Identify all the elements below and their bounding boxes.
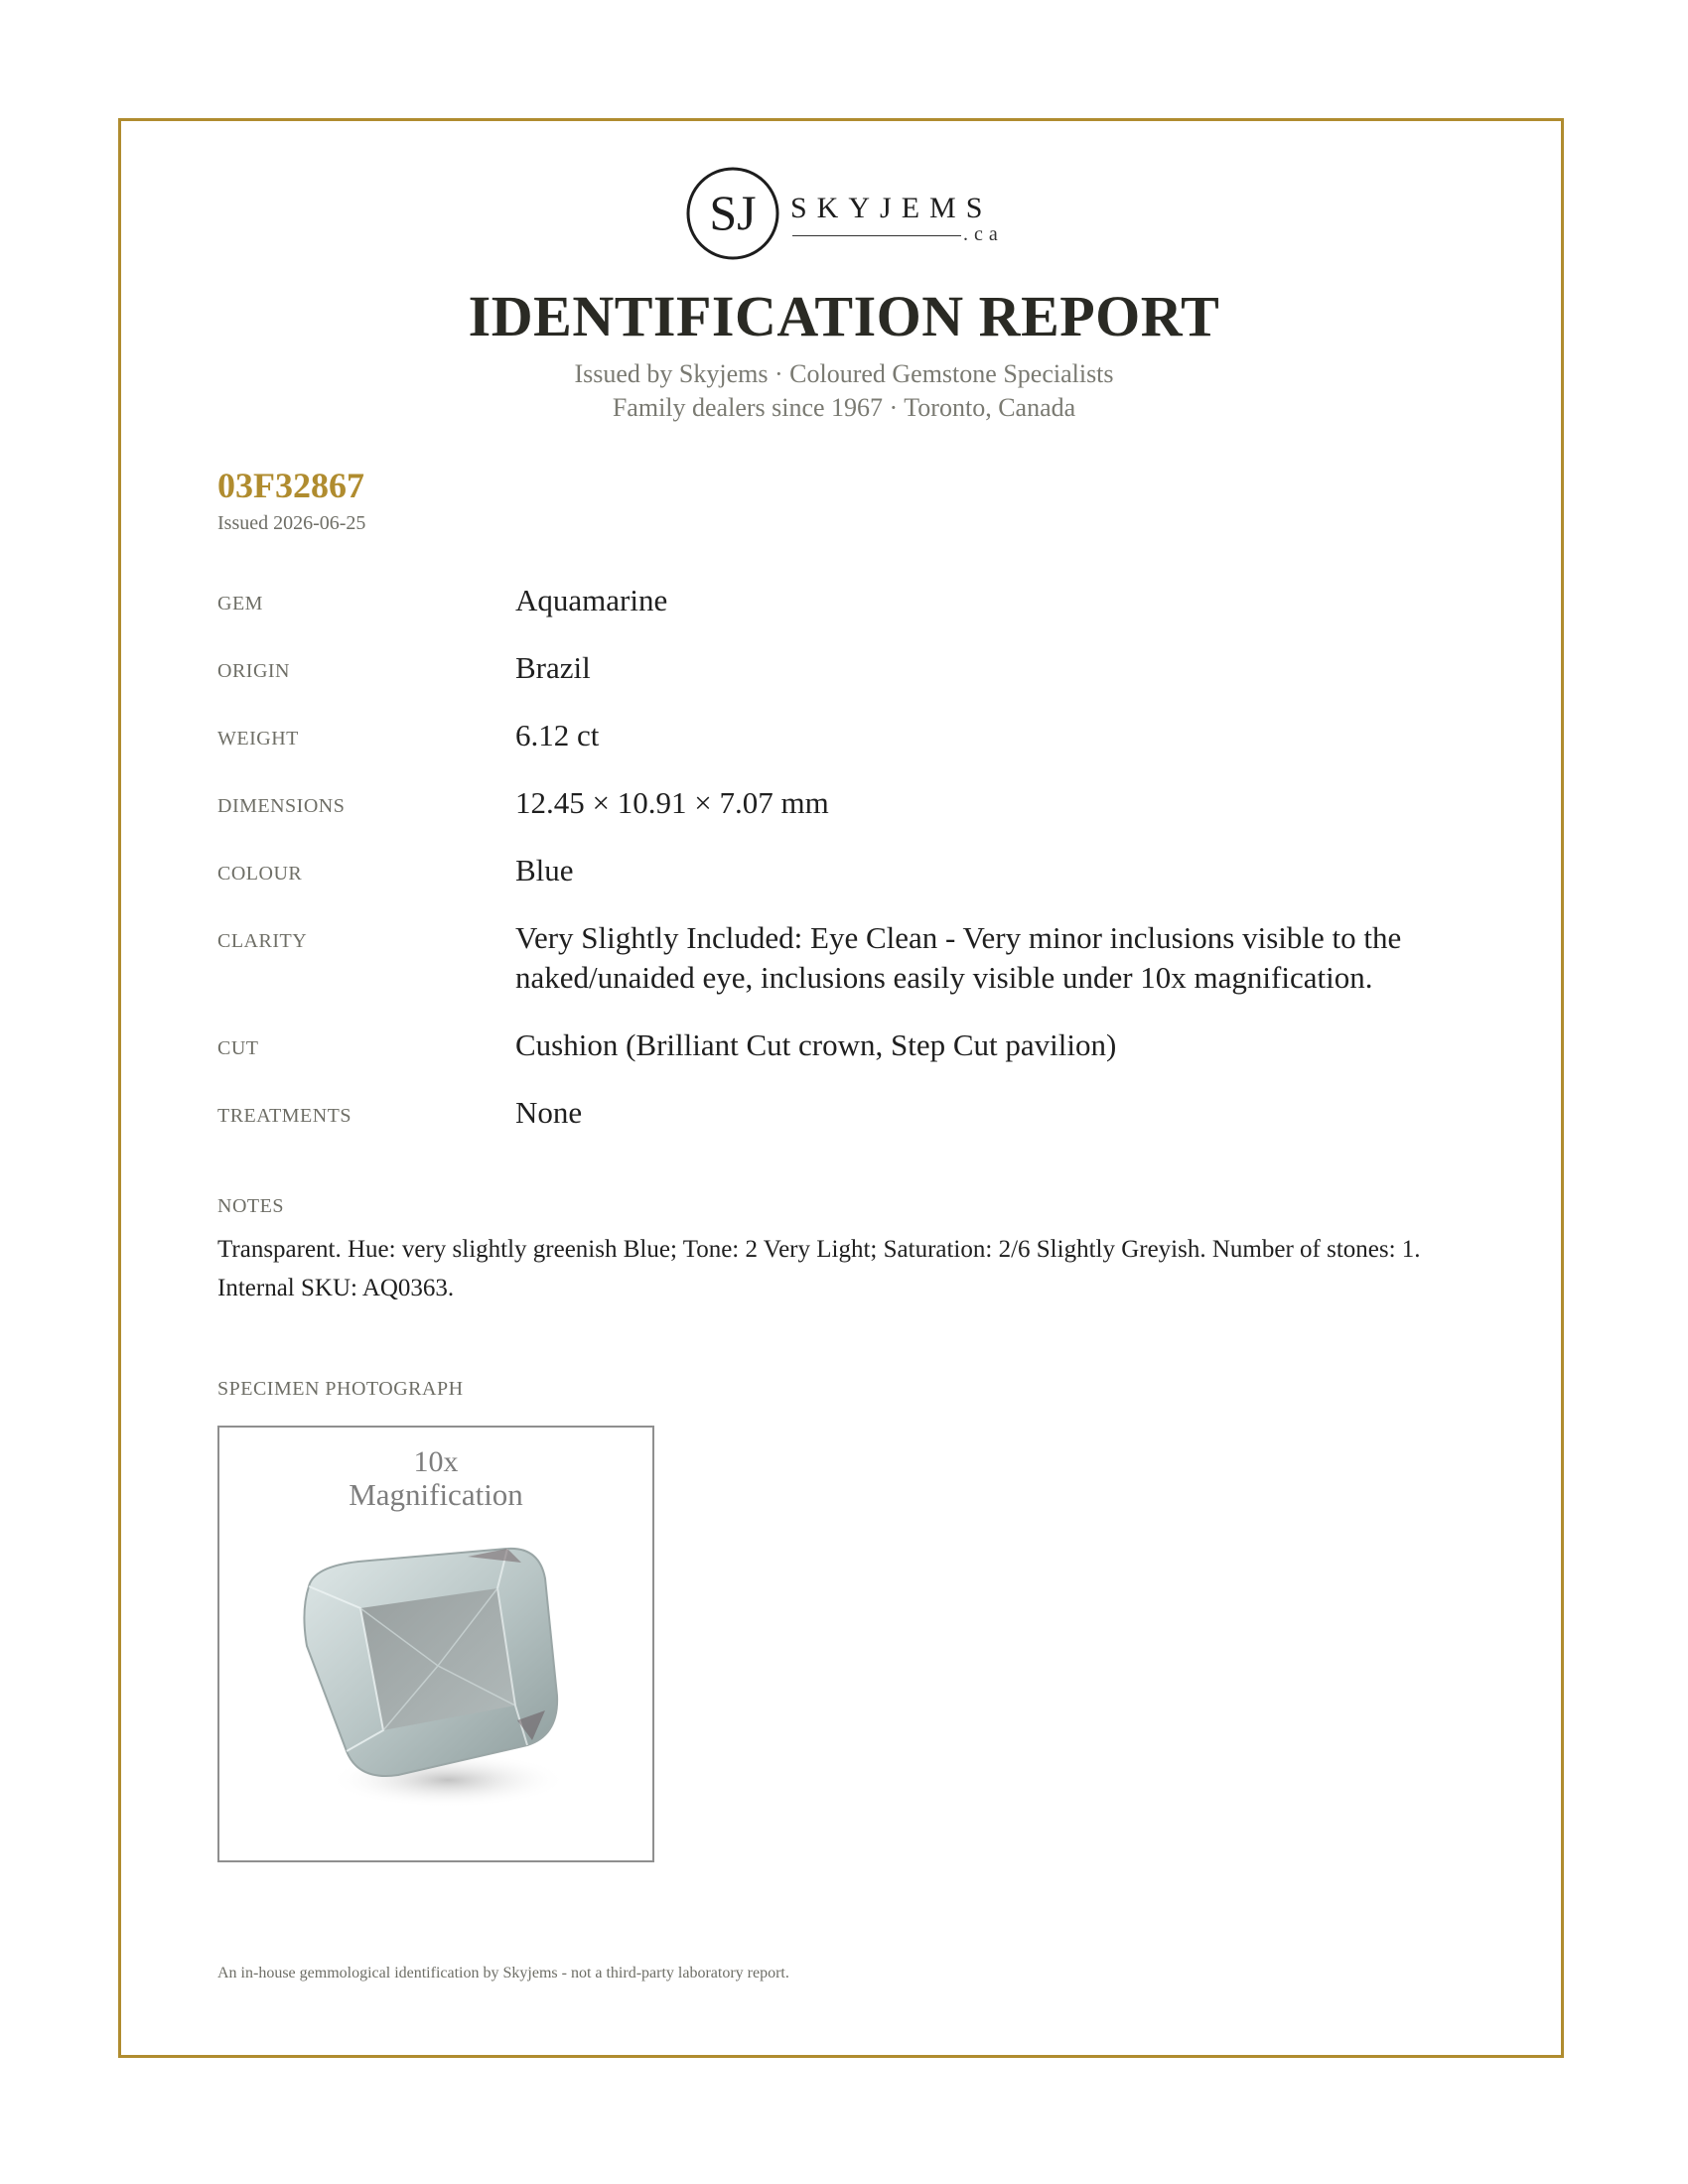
issue-date: Issued 2026-06-25: [217, 512, 366, 534]
specimen-photo: [217, 1426, 654, 1862]
notes-label: NOTES: [217, 1195, 284, 1217]
magnification-level: 10x: [413, 1445, 459, 1478]
sj-monogram-icon: [683, 164, 782, 263]
photo-label: SPECIMEN PHOTOGRAPH: [217, 1378, 464, 1400]
field-label: GEM: [217, 593, 263, 614]
field-label: WEIGHT: [217, 728, 299, 750]
skyjems-logo: [683, 164, 1011, 263]
field-value: 6.12 ct: [515, 718, 600, 752]
field-value: Cushion (Brilliant Cut crown, Step Cut pavilion): [515, 1027, 1117, 1062]
magnification-label: Magnification: [349, 1477, 523, 1512]
notes-text: Transparent. Hue: very slightly greenish Blue; Tone: 2 Very Light; Saturation: 2/6 Slightly Greyish. Number of stones: 1. Internal SKU: AQ0363.: [217, 1236, 1421, 1301]
report-id: 03F32867: [217, 466, 364, 505]
field-value: Blue: [515, 853, 574, 887]
field-label: TREATMENTS: [217, 1105, 352, 1127]
svg-text:SJ: SJ: [709, 185, 757, 240]
field-label: CUT: [217, 1037, 259, 1059]
page-title: IDENTIFICATION REPORT: [468, 284, 1220, 348]
logo-divider: [792, 235, 961, 236]
field-value: None: [515, 1095, 583, 1130]
field-value: Aquamarine: [515, 583, 668, 617]
logo-wordmark: SKYJEMS: [790, 192, 993, 224]
field-label: ORIGIN: [217, 660, 290, 682]
subtitle-issuer: Issued by Skyjems · Coloured Gemstone Specialists: [574, 359, 1114, 388]
logo-domain-suffix: .ca: [963, 223, 1004, 245]
field-value: 12.45 × 10.91 × 7.07 mm: [515, 785, 829, 820]
footer-disclaimer: An in-house gemmological identification by Skyjems - not a third-party laboratory report.: [217, 1965, 789, 1981]
field-value: Very Slightly Included: Eye Clean - Very minor inclusions visible to the naked/unaided eye, inclusions easily visible under 10x magnification.: [515, 920, 1402, 995]
subtitle-location: Family dealers since 1967 · Toronto, Canada: [612, 393, 1076, 422]
field-label: CLARITY: [217, 930, 308, 952]
gemstone-image: [279, 1527, 597, 1844]
field-label: DIMENSIONS: [217, 795, 346, 817]
field-label: COLOUR: [217, 863, 303, 885]
field-value: Brazil: [515, 650, 591, 685]
